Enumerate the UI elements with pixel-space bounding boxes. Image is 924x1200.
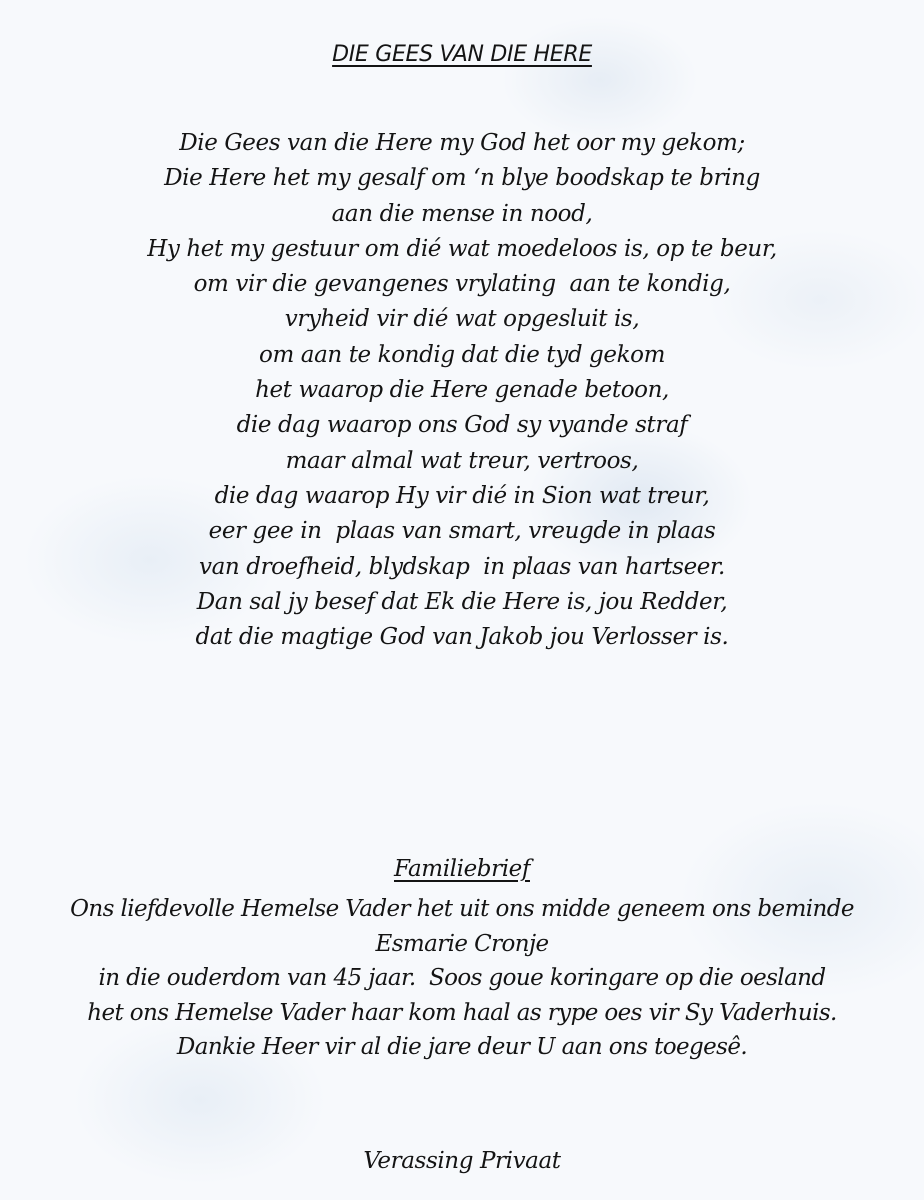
poem-line: vryheid vir dié wat opgesluit is, bbox=[284, 306, 640, 333]
poem-body bbox=[0, 126, 924, 655]
family-letter-heading: Familiebrief bbox=[394, 856, 530, 882]
family-letter-line: Ons liefdevolle Hemelse Vader het uit ons midde geneem ons beminde bbox=[70, 896, 854, 922]
poem-line: die dag waarop ons God sy vyande straf bbox=[236, 412, 688, 439]
poem-line: Die Gees van die Here my God het oor my gekom; bbox=[179, 130, 745, 156]
poem-line: het waarop die Here genade betoon, bbox=[255, 377, 669, 404]
family-letter-line: Dankie Heer vir al die jare deur U aan ons toegesê. bbox=[176, 1034, 748, 1060]
closing-note: Verassing Privaat bbox=[363, 1148, 561, 1174]
family-letter-body bbox=[0, 892, 924, 1065]
poem-line: aan die mense in nood, bbox=[331, 200, 593, 227]
poem-line: eer gee in plaas van smart, vreugde in plaas bbox=[208, 518, 716, 545]
poem-line: om vir die gevangenes vrylating aan te kondig, bbox=[193, 271, 731, 298]
poem-line: die dag waarop Hy vir dié in Sion wat treur, bbox=[214, 482, 710, 509]
family-letter-line: het ons Hemelse Vader haar kom haal as rype oes vir Sy Vaderhuis. bbox=[87, 999, 837, 1026]
poem-line: dat die magtige God van Jakob jou Verlosser is. bbox=[195, 624, 729, 651]
document-title: DIE GEES VAN DIE HERE bbox=[332, 42, 592, 67]
poem-line: om aan te kondig dat die tyd gekom bbox=[259, 341, 665, 368]
poem-line: Die Here het my gesalf om ‘n blye boodskap te bring bbox=[164, 165, 760, 192]
poem-line: Hy het my gestuur om dié wat moedeloos is, op te beur, bbox=[147, 235, 777, 262]
family-letter-line: in die ouderdom van 45 jaar. Soos goue koringare op die oesland bbox=[98, 965, 826, 991]
poem-line: Dan sal jy besef dat Ek die Here is, jou Redder, bbox=[196, 588, 728, 615]
deceased-name: Esmarie Cronje bbox=[375, 930, 549, 957]
poem-line: maar almal wat treur, vertroos, bbox=[285, 447, 639, 474]
poem-line: van droefheid, blydskap in plaas van hartseer. bbox=[199, 553, 725, 580]
